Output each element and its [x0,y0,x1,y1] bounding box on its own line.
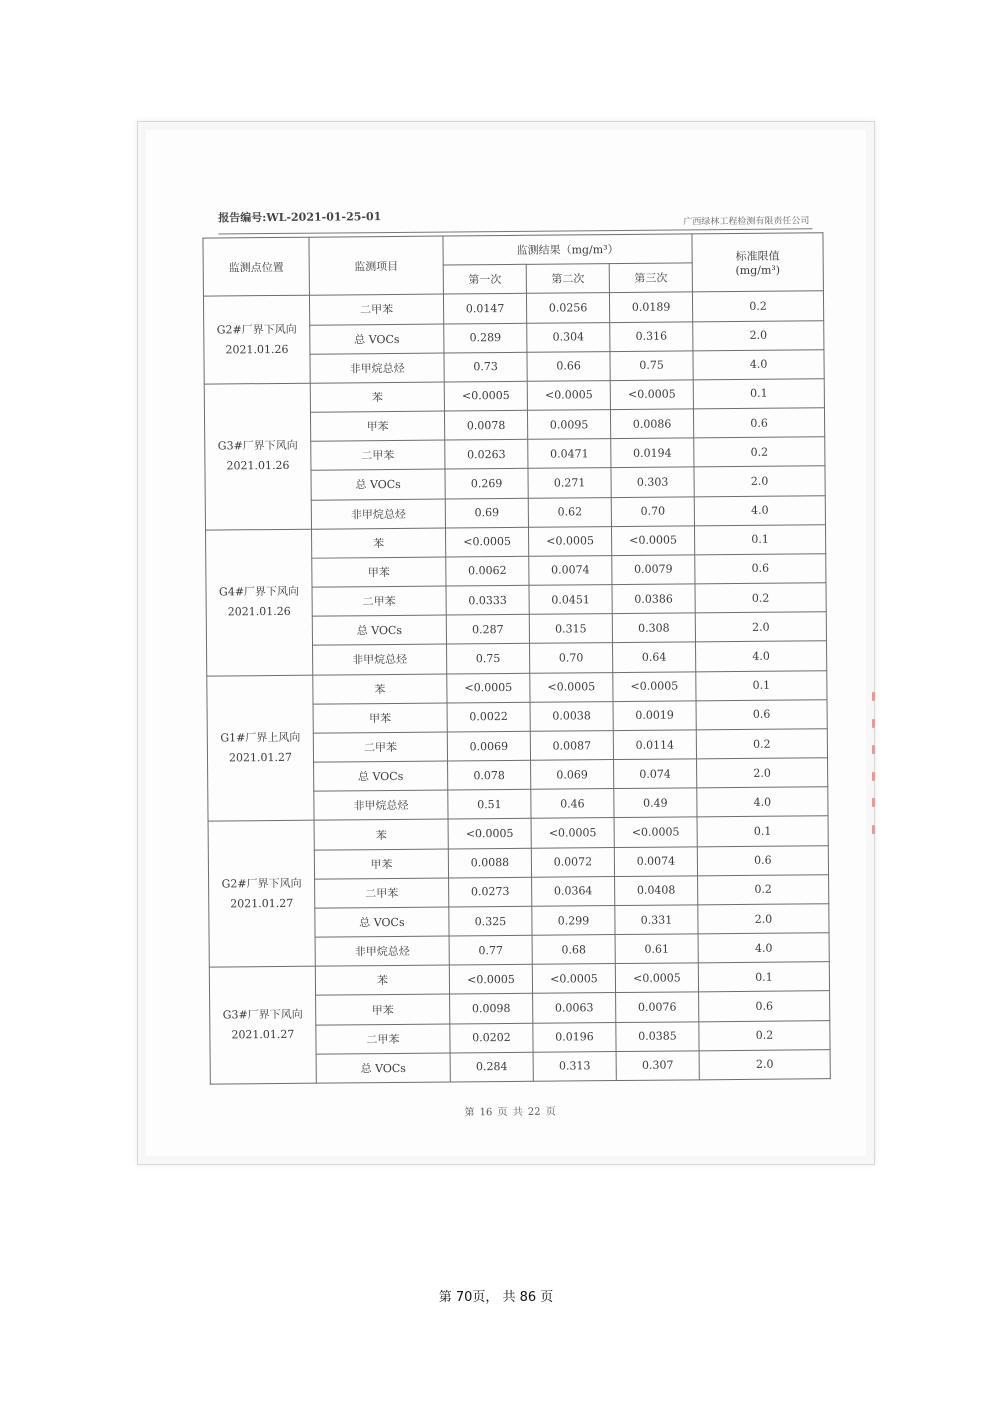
seal-stamp-edge [868,692,878,834]
header-run-2: 第二次 [526,264,609,294]
location-date: 2021.01.27 [231,1028,295,1042]
location-date: 2021.01.26 [226,459,290,473]
location-cell [209,966,316,1084]
run-1-cell: 0.287 [446,615,529,645]
run-2-cell: 0.0095 [527,410,610,440]
header-limit-unit: (mg/m³) [735,263,781,278]
run-3-cell: 0.0385 [616,1021,699,1051]
item-cell: 甲苯 [314,849,448,879]
run-2-cell: 0.0087 [530,730,613,760]
run-1-cell: 0.0078 [444,410,527,440]
scanned-page [137,121,875,1165]
limit-cell: 0.1 [694,524,825,554]
limit-cell: 0.6 [696,699,827,729]
header-limit-label: 标准限值 [735,249,780,264]
run-1-cell: <0.0005 [448,819,531,849]
run-2-cell: 0.0072 [531,847,614,877]
run-1-cell: 0.0069 [447,731,530,761]
run-3-cell: 0.49 [614,788,697,818]
run-1-cell: 0.0333 [446,585,529,615]
run-3-cell: <0.0005 [610,380,693,410]
item-cell: 甲苯 [316,994,450,1024]
run-1-cell: <0.0005 [445,527,528,557]
limit-cell: 4.0 [693,349,824,379]
limit-cell: 2.0 [695,612,826,642]
run-2-cell: 0.315 [529,614,612,644]
run-1-cell: <0.0005 [444,381,527,411]
limit-cell: 0.6 [699,991,830,1021]
item-cell: 苯 [315,965,449,995]
item-cell: 非甲烷总烃 [311,499,445,529]
limit-cell: 0.1 [697,816,828,846]
item-cell: 非甲烷总烃 [315,936,449,966]
item-cell: 二甲苯 [311,440,445,470]
item-cell: 总 VOCs [310,324,444,354]
run-2-cell: <0.0005 [527,380,610,410]
item-cell: 甲苯 [310,411,444,441]
header-results: 监测结果（mg/m³） [443,234,692,265]
header-location: 监测点位置 [203,237,310,296]
run-2-cell: 0.0074 [529,555,612,585]
run-2-cell: <0.0005 [532,964,615,994]
location-cell [208,821,315,968]
limit-cell: 0.1 [698,962,829,992]
item-cell: 甲苯 [313,703,447,733]
run-1-cell: 0.77 [449,935,532,965]
item-cell: 甲苯 [312,557,446,587]
run-3-cell: <0.0005 [614,817,697,847]
page-footer: 第 70页， 共 86 页 [438,1290,554,1305]
run-2-cell: 0.0038 [530,701,613,731]
run-1-cell: 0.51 [448,790,531,820]
item-cell: 二甲苯 [312,586,446,616]
limit-cell: 0.6 [693,408,824,438]
page-content [142,127,871,1159]
run-3-cell: 0.0086 [610,409,693,439]
limit-cell: 0.2 [694,437,825,467]
run-1-cell: 0.0273 [449,877,532,907]
item-cell: 总 VOCs [311,469,445,499]
run-2-cell: 0.069 [531,760,614,790]
header-limit [692,233,824,292]
limit-cell: 4.0 [694,495,825,525]
item-cell: 非甲烷总烃 [310,353,444,383]
run-2-cell: 0.0471 [528,439,611,469]
item-cell: 非甲烷总烃 [313,644,447,674]
header-item: 监测项目 [309,236,444,296]
run-2-cell: 0.70 [530,643,613,673]
run-3-cell: 0.0019 [613,701,696,731]
item-cell: 总 VOCs [315,907,449,937]
limit-cell: 2.0 [693,320,824,350]
run-3-cell: 0.0386 [612,584,695,614]
run-1-cell: 0.0022 [447,702,530,732]
run-3-cell: 0.307 [616,1051,699,1081]
run-2-cell: 0.46 [531,789,614,819]
run-1-cell: 0.73 [444,352,527,382]
header-run-3: 第三次 [609,263,692,293]
limit-cell: 2.0 [699,1050,830,1080]
location-name: G1#厂界上风向 [220,731,301,745]
run-1-cell: 0.0202 [450,1023,533,1053]
item-cell: 苯 [310,382,444,412]
run-3-cell: 0.70 [611,496,694,526]
run-1-cell: 0.284 [450,1052,533,1082]
run-2-cell: 0.0196 [533,1022,616,1052]
limit-cell: 4.0 [697,787,828,817]
limit-cell: 2.0 [698,904,829,934]
location-date: 2021.01.27 [228,750,293,765]
run-3-cell: 0.0076 [616,992,699,1022]
item-cell: 二甲苯 [313,732,447,762]
run-3-cell: <0.0005 [613,671,696,701]
location-date: 2021.01.27 [230,896,294,911]
monitoring-results-table [202,232,830,1084]
run-2-cell: 0.271 [528,468,611,498]
limit-cell: 0.2 [692,291,823,321]
run-2-cell: 0.68 [532,935,615,965]
header-run-1: 第一次 [443,264,526,294]
run-2-cell: 0.0364 [532,876,615,906]
limit-cell: 2.0 [694,466,825,496]
item-cell: 苯 [311,528,445,558]
table-header [203,233,823,297]
run-3-cell: 0.308 [612,613,695,643]
item-cell: 总 VOCs [316,1053,450,1083]
run-2-cell: 0.66 [527,351,610,381]
item-cell: 总 VOCs [312,615,446,645]
run-3-cell: 0.75 [610,351,693,381]
limit-cell: 4.0 [696,641,827,671]
run-1-cell: <0.0005 [447,673,530,703]
run-3-cell: 0.0074 [614,846,697,876]
location-name: G3#厂界下风向 [222,1008,303,1022]
item-cell: 二甲苯 [316,1024,450,1054]
run-1-cell: 0.75 [447,644,530,674]
run-3-cell: 0.0189 [609,292,692,322]
run-2-cell: 0.313 [533,1051,616,1081]
run-2-cell: 0.299 [532,906,615,936]
run-3-cell: 0.0194 [611,438,694,468]
run-2-cell: <0.0005 [531,818,614,848]
run-1-cell: <0.0005 [449,965,532,995]
limit-cell: 4.0 [698,933,829,963]
location-name: G3#厂界下风向 [217,439,298,453]
limit-cell: 0.2 [699,1020,830,1050]
run-2-cell: 0.0451 [529,585,612,615]
item-cell: 苯 [314,819,448,849]
run-3-cell: <0.0005 [615,963,698,993]
item-cell: 苯 [313,674,447,704]
run-1-cell: 0.078 [448,760,531,790]
paper-sheet [146,130,866,1156]
limit-cell: 0.1 [696,670,827,700]
run-2-cell: 0.304 [527,322,610,352]
run-1-cell: 0.0088 [448,848,531,878]
limit-cell: 0.2 [696,729,827,759]
location-cell [207,675,314,822]
limit-cell: 0.1 [693,379,824,409]
run-3-cell: 0.074 [614,759,697,789]
run-2-cell: 0.0063 [533,993,616,1023]
run-1-cell: 0.0062 [446,556,529,586]
location-date: 2021.01.26 [227,605,291,619]
run-3-cell: 0.61 [615,934,698,964]
run-1-cell: 0.69 [445,498,528,528]
run-3-cell: 0.303 [611,467,694,497]
location-cell [203,296,310,384]
location-date: 2021.01.26 [225,342,289,357]
inner-page-number: 第 16 页 共 22 页 [464,1106,556,1119]
run-1-cell: 0.325 [449,906,532,936]
item-cell: 二甲苯 [315,878,449,908]
run-2-cell: <0.0005 [528,526,611,556]
run-1-cell: 0.289 [444,323,527,353]
run-1-cell: 0.269 [445,469,528,499]
report-number: 报告编号:WL-2021-01-25-01 [218,210,382,225]
limit-cell: 0.2 [698,874,829,904]
limit-cell: 0.2 [695,583,826,613]
run-3-cell: 0.0079 [612,555,695,585]
run-3-cell: 0.64 [613,642,696,672]
run-3-cell: 0.331 [615,905,698,935]
company-name: 广西绿林工程检测有限责任公司 [683,216,810,228]
run-2-cell: 0.62 [528,497,611,527]
run-3-cell: 0.0114 [613,730,696,760]
run-3-cell: 0.316 [610,321,693,351]
run-2-cell: 0.0256 [526,293,609,323]
location-cell [204,383,311,530]
item-cell: 非甲烷总烃 [314,790,448,820]
limit-cell: 0.6 [697,845,828,875]
location-name: G4#厂界下风向 [218,585,300,599]
item-cell: 总 VOCs [314,761,448,791]
limit-cell: 0.6 [695,554,826,584]
location-name: G2#厂界下风向 [221,876,302,891]
table-body [203,291,830,1084]
limit-cell: 2.0 [697,758,828,788]
run-1-cell: 0.0147 [443,294,526,324]
run-1-cell: 0.0263 [445,440,528,470]
run-3-cell: <0.0005 [611,526,694,556]
run-1-cell: 0.0098 [450,994,533,1024]
run-3-cell: 0.0408 [615,876,698,906]
item-cell: 二甲苯 [309,294,443,324]
run-2-cell: <0.0005 [530,672,613,702]
location-cell [206,529,313,676]
location-name: G2#厂界下风向 [216,322,297,337]
